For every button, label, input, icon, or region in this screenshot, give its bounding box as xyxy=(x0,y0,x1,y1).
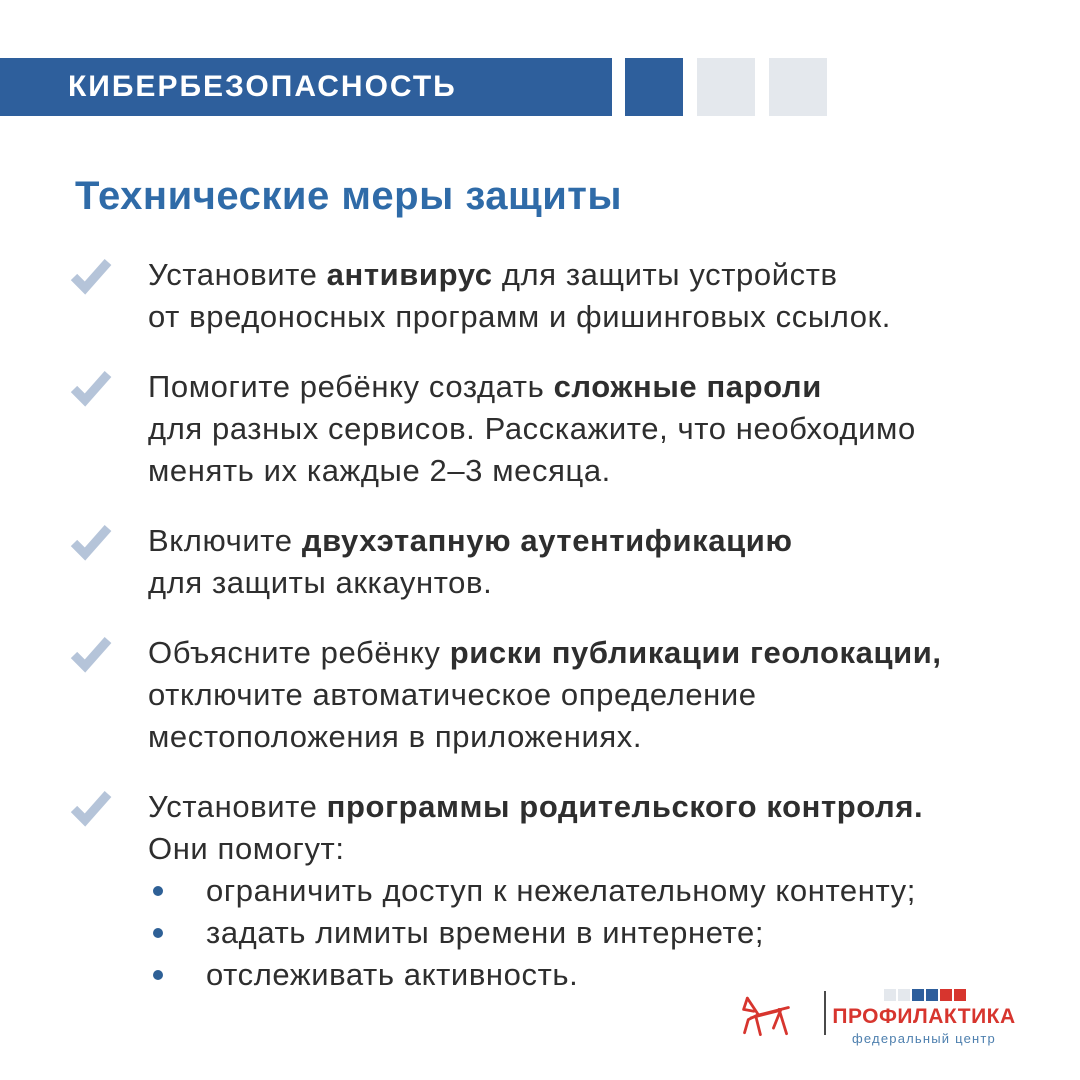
checklist-item-text: Помогите ребёнку создать сложные пароли для разных сервисов. Расскажите, что необходимо менять их каждые 2–3 месяца. xyxy=(148,369,916,488)
checklist-item xyxy=(70,366,1030,492)
checklist-item-text: Установите программы родительского контроля. Они помогут: ограничить доступ к нежелательному контенту; задать лимиты времени в интернете; отслеживать активность. xyxy=(148,786,923,996)
banner-title: КИБЕРБЕЗОПАСНОСТЬ xyxy=(68,70,457,103)
sub-bullet-text: ограничить доступ к нежелательному контенту; xyxy=(206,873,916,908)
decorative-square-gray xyxy=(769,58,827,116)
sub-bullet-item xyxy=(148,912,923,954)
section-banner xyxy=(0,58,612,116)
bullet-dot-icon xyxy=(153,970,163,980)
check-icon xyxy=(70,789,112,827)
bullet-dot-icon xyxy=(153,886,163,896)
flag-square xyxy=(926,989,938,1001)
checklist-item-text: Объясните ребёнку риски публикации геолокации, отключите автоматическое определение местоположения в приложениях. xyxy=(148,635,942,754)
brand-name: ПРОФИЛАКТИКА xyxy=(832,1005,1016,1028)
check-icon xyxy=(70,635,112,673)
flag-square xyxy=(954,989,966,1001)
flag-square xyxy=(912,989,924,1001)
checklist-item xyxy=(70,254,1030,338)
sub-bullet-item xyxy=(148,870,923,912)
sub-bullet-text: задать лимиты времени в интернете; xyxy=(206,915,765,950)
checklist-item xyxy=(70,520,1030,604)
page-title: Технические меры защиты xyxy=(75,174,623,218)
footer-logo xyxy=(738,988,1016,1046)
brand-block xyxy=(832,988,1016,1046)
bullet-dot-icon xyxy=(153,928,163,938)
flag-square xyxy=(884,989,896,1001)
horse-emblem-icon xyxy=(738,990,794,1040)
check-icon xyxy=(70,369,112,407)
decorative-square-blue xyxy=(625,58,683,116)
checklist-item xyxy=(70,786,1030,996)
header xyxy=(0,58,827,116)
checklist xyxy=(70,254,1030,1024)
brand-subtitle: федеральный центр xyxy=(852,1031,996,1046)
flag-square xyxy=(940,989,952,1001)
logo-divider xyxy=(824,991,826,1035)
decorative-square-gray xyxy=(697,58,755,116)
checklist-item-text: Установите антивирус для защиты устройств от вредоносных программ и фишинговых ссылок. xyxy=(148,257,891,334)
check-icon xyxy=(70,257,112,295)
checklist-item xyxy=(70,632,1030,758)
flag-square xyxy=(898,989,910,1001)
brand-flag-squares xyxy=(882,989,966,1001)
checklist-item-text: Включите двухэтапную аутентификацию для защиты аккаунтов. xyxy=(148,523,793,600)
sub-bullet-text: отслеживать активность. xyxy=(206,957,579,992)
check-icon xyxy=(70,523,112,561)
